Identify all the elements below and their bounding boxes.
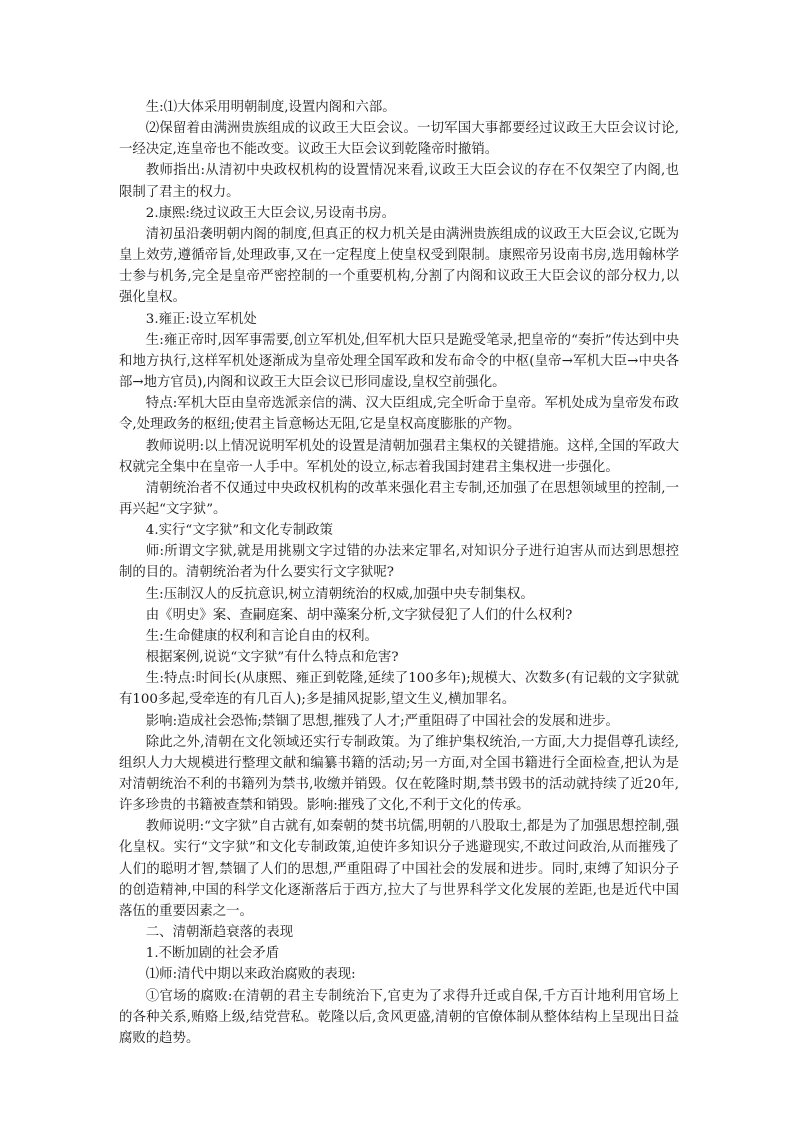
paragraph: ⑴师:清代中期以来政治腐败的表现: <box>145 967 356 983</box>
section-heading: 2.康熙:绕过议政王大臣会议,另设南书房。 <box>145 205 395 221</box>
paragraph: 生:特点:时间长(从康熙、雍正到乾隆,延续了100多年);规模大、次数多(有记载的文字狱就有100多起,受牵连的有几百人);多是捕风捉影,望文生义,横加罪名。 <box>119 671 679 708</box>
document-body <box>119 97 679 1049</box>
paragraph: 根据案例,说说“文字狱”有什么特点和危害? <box>145 650 399 666</box>
paragraph: ⑵保留着由满洲贵族组成的议政王大臣会议。一切军国大事都要经过议政王大臣会议讨论,一经决定,连皇帝也不能改变。议政王大臣会议到乾隆帝时撤销。 <box>119 121 679 158</box>
paragraph: 生:雍正帝时,因军事需要,创立军机处,但军机大臣只是跪受笔录,把皇帝的“奏折”传达到中央和地方执行,这样军机处逐渐成为皇帝处理全国军政和发布命令的中枢(皇帝→军机大臣→中央各部→地方官员),内阁和议政王大臣会议已形同虚设,皇权空前强化。 <box>119 332 679 391</box>
paragraph: 生:压制汉人的反抗意识,树立清朝统治的权威,加强中央专制集权。 <box>145 586 534 602</box>
section-heading: 1.不断加剧的社会矛盾 <box>145 946 280 962</box>
paragraph: 教师说明:“文字狱”自古就有,如秦朝的焚书坑儒,明朝的八股取士,都是为了加强思想控制,强化皇权。实行“文字狱”和文化专制政策,迫使许多知识分子逃避现实,不敢过问政治,从而摧残了人们的聪明才智,禁锢了人们的思想,严重阻碍了中国社会的发展和进步。同时,束缚了知识分子的创造精神,中国的科学文化逐渐落后于西方,拉大了与世界科学文化发展的差距,也是近代中国落伍的重要因素之一。 <box>119 819 679 919</box>
paragraph: 由《明史》案、查嗣庭案、胡中藻案分析,文字狱侵犯了人们的什么权利? <box>145 607 573 623</box>
section-heading: 3.雍正:设立军机处 <box>145 311 257 327</box>
paragraph: 清初虽沿袭明朝内阁的制度,但真正的权力机关是由满洲贵族组成的议政王大臣会议,它既为皇上效劳,遵循帝旨,处理政事,又在一定程度上使皇权受到限制。康熙帝另设南书房,选用翰林学士参与机务,完全是皇帝严密控制的一个重要机构,分割了内阁和议政王大臣会议的部分权力,以强化皇权。 <box>119 226 679 306</box>
paragraph: 除此之外,清朝在文化领域还实行专制政策。为了维护集权统治,一方面,大力提倡尊孔读经,组织人力大规模进行整理文献和编纂书籍的活动;另一方面,对全国书籍进行全面检查,把认为是对清朝统治不利的书籍列为禁书,收缴并销毁。仅在乾隆时期,禁书毁书的活动就持续了近20年,许多珍贵的书籍被查禁和销毁。影响:摧残了文化,不利于文化的传承。 <box>119 734 679 814</box>
paragraph: 清朝统治者不仅通过中央政权机构的改革来强化君主专制,还加强了在思想领域里的控制,一再兴起“文字狱”。 <box>119 480 679 517</box>
paragraph: 教师说明:以上情况说明军机处的设置是清朝加强君主集权的关键措施。这样,全国的军政大权就完全集中在皇帝一人手中。军机处的设立,标志着我国封建君主集权进一步强化。 <box>119 438 679 475</box>
paragraph: 教师指出:从清初中央政权机构的设置情况来看,议政王大臣会议的存在不仅架空了内阁,也限制了君主的权力。 <box>119 163 679 200</box>
paragraph: 生:生命健康的权利和言论自由的权利。 <box>145 628 378 644</box>
paragraph: 影响:造成社会恐怖;禁锢了思想,摧残了人才;严重阻碍了中国社会的发展和进步。 <box>145 713 619 729</box>
paragraph: ①官场的腐败:在清朝的君主专制统治下,官吏为了求得升迁或自保,千方百计地利用官场上的各种关系,贿赂上级,结党营私。乾隆以后,贪风更盛,清朝的官僚体制从整体结构上呈现出日益腐败的趋势。 <box>119 988 679 1046</box>
paragraph: 生:⑴大体采用明朝制度,设置内阁和六部。 <box>145 100 396 115</box>
section-heading: 二、清朝渐趋衰落的表现 <box>145 925 294 941</box>
paragraph: 特点:军机大臣由皇帝选派亲信的满、汉大臣组成,完全听命于皇帝。军机处成为皇帝发布政令,处理政务的枢纽;使君主旨意畅达无阻,它是皇权高度膨胀的产物。 <box>119 396 679 433</box>
paragraph: 师:所谓文字狱,就是用挑剔文字过错的办法来定罪名,对知识分子进行迫害从而达到思想控制的目的。清朝统治者为什么要实行文字狱呢? <box>119 544 679 581</box>
section-heading: 4.实行“文字狱”和文化专制政策 <box>145 523 333 539</box>
